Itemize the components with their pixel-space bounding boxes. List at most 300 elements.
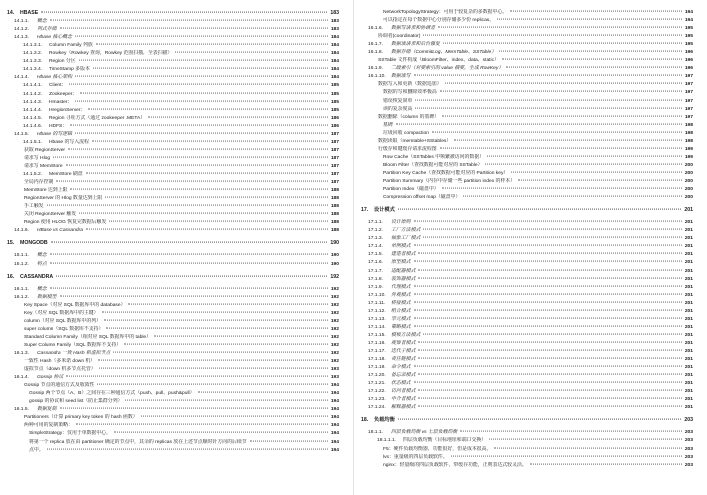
toc-entry-title: 概念 [37, 286, 48, 294]
toc-entry[interactable] [361, 437, 693, 445]
toc-entry[interactable] [7, 155, 339, 163]
toc-page-number: 195 [684, 41, 693, 49]
toc-entry-number: 15.1.2. [14, 261, 29, 267]
toc-dot-leader [113, 352, 327, 353]
toc-page-number: 201 [684, 404, 693, 412]
toc-entry-number: 17. [361, 207, 369, 214]
toc-page-number: 186 [330, 123, 339, 131]
toc-entry-number: 14.1.4.6. [23, 123, 43, 129]
toc-entry[interactable] [7, 294, 339, 302]
toc-entry-number: 16.1.10. [368, 74, 386, 80]
toc-entry-title: CASSANDRA [20, 273, 54, 282]
toc-entry-title: 墓碑 [383, 122, 394, 130]
toc-entry-number: 17.1.15. [368, 332, 386, 338]
toc-entry[interactable] [7, 211, 339, 219]
toc-page-number: 190 [330, 261, 339, 269]
toc-page-number: 192 [330, 302, 339, 310]
toc-entry-title: Bloom Filter（查找数据可能对应的 SSTable） [383, 162, 483, 170]
toc-entry[interactable] [361, 356, 693, 364]
toc-entry-title: Hbase 核心架构 [37, 74, 73, 82]
toc-page-number: 194 [330, 382, 339, 390]
toc-entry[interactable] [361, 81, 693, 89]
toc-entry[interactable] [7, 58, 339, 66]
toc-entry[interactable] [7, 358, 339, 366]
toc-entry[interactable] [361, 268, 693, 276]
toc-page-number: 184 [330, 66, 339, 74]
toc-page-number: 201 [684, 372, 693, 380]
toc-entry-title: 外观模式 [391, 292, 412, 300]
toc-entry-number: 14.1.3.3. [23, 59, 43, 65]
toc-entry-number: 18.1.1.1. [377, 438, 397, 444]
toc-entry[interactable] [7, 422, 339, 430]
toc-page-number: 200 [684, 162, 693, 170]
toc-entry-title: SimpleStrategy：仅用于单数据中心， [29, 430, 112, 438]
toc-entry[interactable] [361, 227, 693, 235]
toc-dot-leader [418, 253, 681, 254]
toc-entry-number: 17.1.2. [368, 228, 383, 234]
toc-page-number: 201 [684, 332, 693, 340]
toc-entry-number: 17.1.8. [368, 276, 383, 282]
toc-entry[interactable] [7, 414, 339, 422]
toc-entry-number: 14.1.4.1. [23, 83, 43, 89]
toc-entry[interactable] [361, 162, 693, 170]
toc-entry[interactable] [361, 146, 693, 154]
toc-entry-number: 14.1.3.1. [23, 43, 43, 49]
toc-dot-leader [76, 424, 328, 425]
toc-page-number: 187 [330, 139, 339, 147]
toc-entry-number: 16.1.9. [368, 66, 383, 72]
toc-dot-leader [423, 229, 681, 230]
toc-entry-number: 17.1.21. [368, 381, 386, 387]
toc-page-number: 198 [684, 130, 693, 138]
toc-entry[interactable] [361, 98, 693, 106]
toc-dot-leader [60, 28, 328, 29]
toc-page-number: 201 [684, 276, 693, 284]
toc-dot-leader [443, 43, 682, 44]
toc-entry[interactable] [7, 406, 339, 414]
toc-entry[interactable] [7, 439, 339, 447]
toc-page-number: 186 [330, 115, 339, 123]
toc-dot-leader [451, 455, 682, 456]
toc-entry[interactable] [361, 284, 693, 292]
toc-left [7, 9, 339, 455]
toc-entry-title: 组合模式 [391, 308, 412, 316]
toc-dot-leader [418, 342, 681, 343]
toc-entry[interactable] [361, 316, 693, 324]
toc-entry[interactable] [7, 326, 339, 334]
toc-entry[interactable] [7, 430, 339, 438]
toc-entry-title: 全局内存控制 [24, 179, 54, 187]
toc-entry-number: 17.1.14. [368, 324, 386, 330]
toc-entry-number: 14.1.1. [14, 19, 29, 25]
toc-entry-title: 数据读写 [391, 73, 412, 81]
toc-entry-number: 17.1.7. [368, 268, 383, 274]
toc-entry[interactable] [361, 114, 693, 122]
toc-entry-number: 16.1.8. [368, 50, 383, 56]
toc-entry[interactable] [361, 9, 693, 17]
toc-dot-leader [414, 301, 682, 302]
toc-page-number: 184 [330, 74, 339, 82]
toc-dot-leader [47, 205, 328, 206]
toc-entry[interactable] [361, 324, 693, 332]
toc-entry[interactable] [361, 235, 693, 243]
toc-page-number: 194 [330, 406, 339, 414]
toc-chapter-entry[interactable] [7, 9, 339, 18]
toc-entry-number: 16.1.3. [14, 351, 29, 357]
toc-dot-leader [102, 311, 328, 312]
toc-page-number: 203 [684, 462, 693, 470]
toc-dot-leader [250, 440, 328, 441]
toc-entry-number: 18.1.1. [368, 430, 383, 436]
toc-entry-title: 数据存储（CommitLog、MemTable、SSTable） [391, 49, 497, 57]
toc-dot-leader [50, 287, 328, 288]
toc-entry[interactable] [7, 350, 339, 358]
toc-dot-leader [487, 155, 682, 156]
toc-page-number: 188 [330, 211, 339, 219]
toc-dot-leader [454, 139, 682, 140]
toc-entry-number: 17.1.3. [368, 236, 383, 242]
toc-entry[interactable] [7, 179, 339, 187]
toc-dot-leader [414, 221, 682, 222]
toc-entry-title: Partition Summary（内存中存储一些 partition index 的样本） [383, 178, 516, 186]
toc-entry[interactable] [361, 194, 693, 202]
toc-page-number: 192 [329, 273, 339, 282]
toc-dot-leader [445, 83, 682, 84]
toc-entry[interactable] [7, 107, 339, 115]
toc-page-number: 197 [684, 89, 693, 97]
toc-page-number: 188 [330, 187, 339, 195]
toc-page-number: 203 [683, 416, 693, 425]
toc-entry[interactable] [361, 300, 693, 308]
toc-entry[interactable] [361, 25, 693, 33]
toc-entry-title: 设计原则 [391, 219, 412, 227]
toc-page-number: 201 [684, 308, 693, 316]
toc-dot-leader [60, 295, 328, 296]
toc-page-number: 201 [684, 388, 693, 396]
toc-entry-title: NetworkTopologyStrategy：可用于较复杂的多数据中心。 [383, 9, 508, 17]
toc-entry[interactable] [7, 139, 339, 147]
toc-dot-leader [414, 309, 682, 310]
toc-dot-leader [51, 242, 328, 243]
toc-page-number: 201 [684, 380, 693, 388]
toc-page-number: 201 [684, 324, 693, 332]
toc-entry[interactable] [361, 106, 693, 114]
toc-entry[interactable] [7, 382, 339, 390]
toc-entry[interactable] [7, 26, 339, 34]
toc-entry[interactable] [7, 50, 339, 58]
toc-entry-title: 数据的写和删除效率极高 [383, 89, 438, 97]
toc-entry-number: 14.1.4.5. [23, 115, 43, 121]
toc-page-number: 187 [330, 171, 339, 179]
toc-dot-leader [414, 293, 682, 294]
toc-dot-leader [502, 59, 682, 60]
toc-page-number: 183 [330, 18, 339, 26]
toc-entry[interactable] [361, 396, 693, 404]
toc-dot-leader [423, 237, 681, 238]
toc-entry[interactable] [7, 163, 339, 171]
toc-entry[interactable] [7, 34, 339, 42]
toc-entry-title: 手工触发 [24, 203, 45, 211]
toc-page-number: 196 [684, 65, 693, 73]
toc-dot-leader [511, 172, 682, 173]
toc-dot-leader [79, 213, 328, 214]
toc-chapter-entry[interactable] [7, 273, 339, 282]
toc-entry[interactable] [361, 251, 693, 259]
toc-dot-leader [125, 400, 327, 401]
toc-dot-leader [440, 147, 682, 148]
toc-dot-leader [53, 156, 328, 157]
toc-page-number: 201 [684, 259, 693, 267]
toc-entry-title: 二级索引（对要索引的 value 摘要，生成 RowKey） [391, 65, 504, 73]
toc-entry-title: Column Family 列族 [49, 42, 94, 50]
toc-chapter-entry[interactable] [361, 416, 693, 425]
toc-entry[interactable] [7, 99, 339, 107]
toc-entry[interactable] [361, 454, 693, 462]
toc-entry[interactable] [361, 33, 693, 41]
toc-entry-title: 四层负载均衡（目标地址和端口交换） [403, 437, 487, 445]
toc-entry-title: Region 寻址方式（通过 zookeeper .META） [49, 115, 146, 123]
toc-page-number: 183 [329, 9, 339, 18]
toc-entry-title: super column（SQL 数据库不支持） [24, 326, 104, 334]
toc-dot-leader [79, 60, 328, 61]
toc-page-number: 198 [684, 122, 693, 130]
toc-entry[interactable] [361, 219, 693, 227]
toc-entry[interactable] [361, 65, 693, 73]
toc-page-number: 192 [330, 318, 339, 326]
toc-entry[interactable] [7, 261, 339, 269]
toc-page-number: 194 [330, 430, 339, 438]
toc-entry-title: Row Cache（SSTables 中频繁被访问的数据） [383, 154, 485, 162]
toc-entry-number: 17.1.11. [368, 300, 386, 306]
toc-page-number: 201 [684, 316, 693, 324]
toc-page-number: 197 [684, 106, 693, 114]
toc-page-number: 203 [684, 437, 693, 445]
toc-entry-number: 15.1.1. [14, 253, 29, 259]
toc-entry-title: 可以指定在每个数据中心分别存储多少份 replicas。 [383, 17, 495, 25]
toc-entry-title: MemStore 达到上限 [24, 187, 68, 195]
toc-dot-leader [66, 376, 327, 377]
toc-entry[interactable] [361, 364, 693, 372]
toc-entry-number: 17.1.17. [368, 348, 386, 354]
toc-entry-title: 解释器模式 [391, 404, 416, 412]
toc-dot-leader [92, 140, 328, 141]
toc-page-number: 190 [329, 239, 339, 248]
toc-dot-leader [60, 408, 328, 409]
toc-entry-title: Hbase 核心概念 [37, 34, 73, 42]
toc-entry-title: Gossip 节点的通信方式及收敛性 [24, 382, 95, 390]
toc-entry[interactable] [7, 390, 339, 398]
toc-page-number: 198 [684, 138, 693, 146]
toc-entry-number: 17.1.24. [368, 405, 386, 411]
toc-entry-title: HDFS： [49, 123, 68, 131]
toc-entry[interactable] [361, 130, 693, 138]
left-page [0, 0, 353, 495]
toc-page-number: 197 [684, 98, 693, 106]
toc-page-number: 192 [330, 342, 339, 350]
toc-entry[interactable] [361, 178, 693, 186]
toc-entry[interactable] [361, 276, 693, 284]
toc-entry-number: 17.1.13. [368, 316, 386, 322]
toc-entry[interactable] [361, 404, 693, 412]
toc-entry[interactable] [7, 447, 339, 455]
toc-dot-leader [463, 196, 681, 197]
toc-entry-title: Client： [49, 82, 67, 90]
toc-page-number: 201 [684, 356, 693, 364]
toc-entry[interactable] [361, 17, 693, 25]
toc-entry-number: 18. [361, 417, 369, 424]
toc-page-number: 185 [330, 91, 339, 99]
toc-entry[interactable] [7, 286, 339, 294]
toc-chapter-entry[interactable] [7, 239, 339, 248]
toc-dot-leader [418, 398, 681, 399]
toc-entry[interactable] [361, 462, 693, 470]
toc-entry[interactable] [361, 49, 693, 57]
toc-entry[interactable] [7, 310, 339, 318]
toc-page-number: 192 [330, 286, 339, 294]
toc-dot-leader [93, 68, 328, 69]
toc-dot-leader [148, 116, 328, 117]
toc-page-number: 194 [330, 447, 339, 455]
toc-dot-leader [66, 165, 328, 166]
toc-entry-title: 概念 [37, 18, 48, 26]
toc-entry-title: HBase vs Cassandra [37, 227, 84, 235]
toc-entry[interactable] [7, 115, 339, 123]
toc-entry[interactable] [7, 398, 339, 406]
toc-dot-leader [50, 20, 328, 21]
toc-entry[interactable] [7, 66, 339, 74]
toc-entry-title: 列式存储 [37, 26, 58, 34]
toc-entry[interactable] [7, 123, 339, 131]
toc-entry[interactable] [7, 171, 339, 179]
toc-page-number: 192 [330, 294, 339, 302]
toc-page-number: 199 [684, 154, 693, 162]
toc-entry[interactable] [7, 302, 339, 310]
toc-dot-leader [414, 285, 682, 286]
toc-entry-title: lvs：重量级的四层负载软件。 [383, 454, 449, 462]
toc-page-number: 197 [684, 114, 693, 122]
toc-entry[interactable] [361, 446, 693, 454]
toc-entry[interactable] [7, 374, 339, 382]
toc-entry[interactable] [361, 388, 693, 396]
toc-dot-leader [80, 92, 328, 93]
toc-entry[interactable] [361, 429, 693, 437]
toc-entry[interactable] [7, 203, 339, 211]
toc-entry[interactable] [361, 122, 693, 130]
toc-page-number: 192 [330, 326, 339, 334]
toc-entry-title: 中介者模式 [391, 396, 416, 404]
toc-entry-number: 14. [7, 10, 15, 16]
toc-dot-leader [418, 350, 681, 351]
toc-dot-leader [124, 344, 328, 345]
toc-entry-number: 16.1.5. [14, 407, 29, 413]
toc-entry-title: 概念 [37, 252, 48, 260]
toc-entry[interactable] [7, 195, 339, 203]
toc-chapter-entry[interactable] [361, 206, 693, 215]
toc-entry[interactable] [7, 74, 339, 82]
toc-dot-leader [442, 188, 682, 189]
toc-entry[interactable] [361, 243, 693, 251]
toc-entry[interactable] [361, 89, 693, 97]
toc-entry-number: 17.1.9. [368, 284, 383, 290]
toc-dot-leader [75, 36, 328, 37]
toc-dot-leader [460, 431, 682, 432]
toc-entry[interactable] [361, 332, 693, 340]
toc-entry[interactable] [7, 227, 339, 235]
toc-page-number: 203 [684, 454, 693, 462]
toc-entry-title: 状态模式 [391, 380, 412, 388]
toc-entry[interactable] [361, 380, 693, 388]
toc-page-number: 201 [684, 219, 693, 227]
toc-page-number: 195 [684, 25, 693, 33]
toc-entry[interactable] [361, 186, 693, 194]
toc-entry[interactable] [7, 252, 339, 260]
toc-entry-title: 模板方法模式 [391, 332, 421, 340]
toc-entry[interactable] [7, 147, 339, 155]
toc-entry[interactable] [361, 259, 693, 267]
toc-entry[interactable] [361, 170, 693, 178]
toc-entry-number: 17.1.1. [368, 220, 383, 226]
toc-dot-leader [497, 19, 682, 20]
toc-entry-title: 数据删除（column 的墓碑） [378, 114, 440, 122]
toc-entry[interactable] [361, 57, 693, 65]
toc-entry[interactable] [361, 308, 693, 316]
toc-page-number: 193 [330, 374, 339, 382]
toc-page-number: 201 [684, 292, 693, 300]
toc-entry[interactable] [7, 219, 339, 227]
toc-entry[interactable] [7, 334, 339, 342]
toc-entry-title: 获取 RegionServer [24, 147, 66, 155]
toc-entry[interactable] [7, 342, 339, 350]
toc-entry[interactable] [7, 91, 339, 99]
toc-page-number: 188 [330, 203, 339, 211]
toc-entry[interactable] [361, 292, 693, 300]
toc-entry-number: 17.1.16. [368, 340, 386, 346]
toc-entry[interactable] [361, 154, 693, 162]
toc-entry-title: MONGODB [20, 239, 49, 248]
toc-entry[interactable] [7, 42, 339, 50]
toc-entry[interactable] [7, 366, 339, 374]
toc-entry[interactable] [7, 18, 339, 26]
toc-dot-leader [506, 67, 682, 68]
toc-dot-leader [499, 51, 682, 52]
toc-entry-title: 特点 [37, 261, 48, 269]
toc-entry[interactable] [361, 41, 693, 49]
toc-entry[interactable] [7, 318, 339, 326]
toc-entry-number: 16.1.1. [14, 286, 29, 292]
toc-entry[interactable] [361, 348, 693, 356]
toc-page-number: 184 [330, 50, 339, 58]
toc-entry[interactable] [361, 73, 693, 81]
toc-entry-number: 14.1.5. [14, 131, 29, 137]
toc-entry[interactable] [7, 131, 339, 139]
toc-dot-leader [418, 358, 681, 359]
toc-dot-leader [398, 419, 682, 420]
toc-entry[interactable] [7, 187, 339, 195]
toc-entry[interactable] [7, 82, 339, 90]
toc-entry-number: 17.1.10. [368, 292, 386, 298]
toc-entry-number: 14.1.3.4. [23, 67, 43, 73]
toc-entry-number: 14.1.4.4. [23, 107, 43, 113]
toc-entry[interactable] [361, 340, 693, 348]
toc-dot-leader [414, 261, 682, 262]
toc-dot-leader [105, 197, 328, 198]
toc-entry[interactable] [361, 372, 693, 380]
toc-entry-title: Partitioners（计算 primary key token 的 hash 函数） [24, 414, 139, 422]
toc-entry-title: RegionServer 的 Hlog 数量达到上限 [24, 195, 103, 203]
toc-entry[interactable] [361, 138, 693, 146]
toc-entry-title: nginx：轻量级的四层负载软件，带缓存功能，正则表达式较灵活。 [383, 462, 528, 470]
toc-entry-title: 原型模式 [391, 259, 412, 267]
